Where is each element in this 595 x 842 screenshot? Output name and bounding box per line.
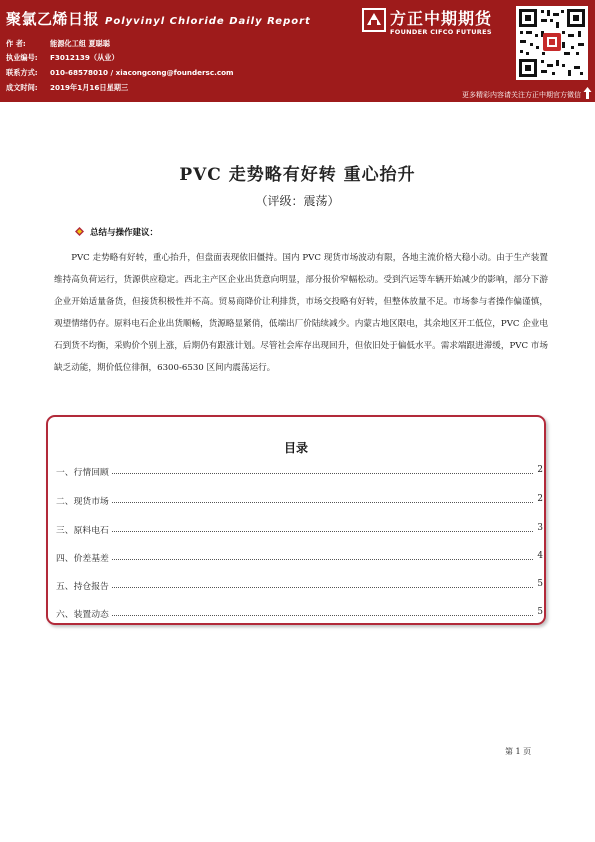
diamond-bullet-icon	[75, 227, 84, 236]
meta-date-key: 成文时间:	[6, 83, 38, 92]
toc-item[interactable]	[56, 523, 543, 535]
meta-contact-key: 联系方式:	[6, 68, 38, 77]
meta-contact	[6, 68, 234, 77]
toc-item-page: 3	[537, 523, 543, 533]
founder-logo-icon	[362, 8, 386, 32]
toc-item-label: 六、装置动态	[56, 607, 111, 620]
toc-item-label: 二、现货市场	[56, 494, 111, 507]
report-title	[6, 8, 311, 29]
meta-license-key: 执业编号:	[6, 53, 38, 62]
page-number: 第 1 页	[505, 747, 532, 756]
toc-item[interactable]	[56, 494, 543, 506]
toc-title: 目录	[283, 441, 308, 455]
toc-item-label: 四、价差基差	[56, 551, 111, 564]
toc-item[interactable]	[56, 551, 543, 563]
summary-paragraph: PVC 走势略有好转，重心抬升，但盘面表现依旧僵持。国内 PVC 现货市场波动有限，各地主流价格大稳小动。由于生产装置维持高负荷运行，货源供应稳定。西北主产区企业出货意向明显，部分报价窄幅松动。受到汽运等车辆开始减少的影响，部分下游企业开始适量备货，但接货积极性并不高。贸易商降价让利排货，市场交投略有好转，但整体放量不足。市场参与者操作偏谨慎，观望情绪仍存。原料电石企业出货顺畅，货源略显紧俏，低端出厂价陆续减少。内蒙古地区限电，其余地区开工低位，PVC 企业电石到货不均衡，采购价个别上涨，后期仍有跟涨计划。尽管社会库存出现回升，但依旧处于偏低水平。需求端跟进滞缓，PVC 市场缺乏动能，期价低位徘徊，6300-6530 区间内震荡运行。	[54, 253, 548, 373]
logo-text-en: FOUNDER CIFCO FUTURES	[390, 28, 492, 36]
meta-author-value: 能源化工组 夏聪聪	[50, 39, 111, 48]
toc-leader-dots	[56, 531, 533, 532]
wechat-qr-code	[516, 6, 588, 80]
toc-item-page: 2	[537, 465, 543, 475]
report-header	[0, 0, 595, 102]
meta-license-value: F3012139（从业）	[50, 53, 119, 62]
meta-date-value: 2019年1月16日星期三	[50, 83, 129, 92]
meta-author-key: 作 者:	[6, 39, 26, 48]
logo-text-cn: 方正中期期货	[390, 9, 493, 28]
meta-contact-value: 010-68578010 / xiacongcong@foundersc.com	[50, 68, 234, 77]
report-title-cn: 聚氯乙烯日报	[6, 10, 100, 28]
company-logo	[362, 6, 512, 42]
table-of-contents	[46, 415, 546, 625]
toc-item-page: 5	[537, 579, 543, 589]
document-title: PVC 走势略有好转 重心抬升	[179, 165, 416, 185]
toc-item-page: 5	[537, 607, 543, 617]
meta-date	[6, 83, 128, 92]
toc-leader-dots	[56, 502, 533, 503]
up-arrow-icon	[583, 86, 592, 100]
toc-leader-dots	[56, 473, 533, 474]
toc-item[interactable]	[56, 607, 543, 619]
toc-leader-dots	[56, 615, 533, 616]
toc-item[interactable]	[56, 579, 543, 591]
meta-author	[6, 39, 110, 48]
toc-leader-dots	[56, 587, 533, 588]
toc-item-label: 五、持仓报告	[56, 579, 111, 592]
follow-wechat-text: 更多精彩内容请关注方正中期官方微信	[462, 91, 581, 99]
toc-leader-dots	[56, 559, 533, 560]
rating-label: （评级：震荡）	[255, 194, 340, 208]
qr-code-icon	[516, 6, 588, 80]
toc-item-page: 2	[537, 494, 543, 504]
toc-item-label: 一、行情回顾	[56, 465, 111, 478]
report-title-en: Polyvinyl Chloride Daily Report	[105, 16, 311, 27]
summary-heading: 总结与操作建议：	[90, 228, 159, 238]
toc-item[interactable]	[56, 465, 543, 477]
meta-license	[6, 53, 119, 62]
toc-item-label: 三、原料电石	[56, 523, 111, 536]
toc-item-page: 4	[537, 551, 543, 561]
